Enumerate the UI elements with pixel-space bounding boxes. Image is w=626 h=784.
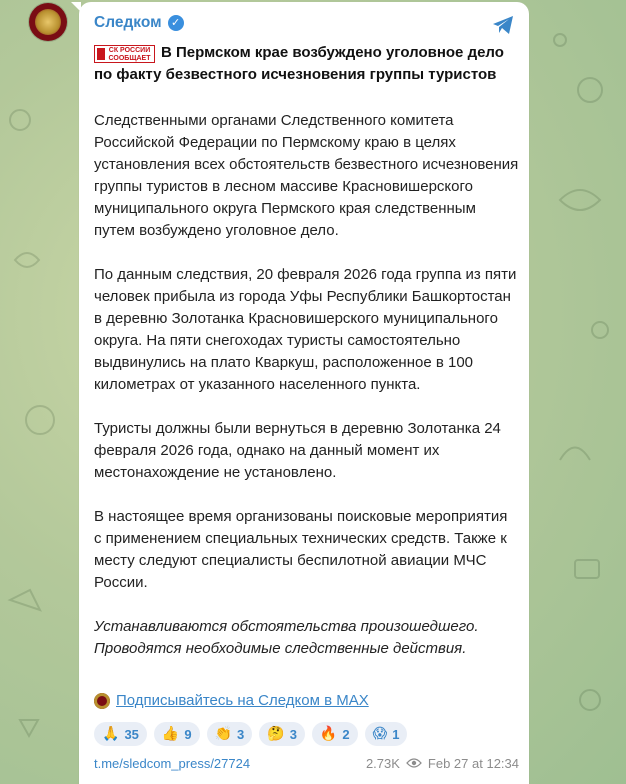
reaction-count: 35 [124, 726, 139, 742]
verified-check-icon: ✓ [168, 15, 184, 31]
clap-icon: 👏 [214, 726, 233, 742]
share-icon[interactable] [491, 14, 515, 36]
view-count: 2.73K [365, 755, 400, 771]
post-body [94, 110, 519, 682]
fire-icon: 🔥 [319, 726, 338, 742]
reaction-count: 2 [342, 726, 350, 742]
italic-paragraph: Устанавливаются обстоятельства произошедшего. Проводятся необходимые следственные действия. [94, 618, 479, 657]
subscribe-row [94, 692, 369, 709]
post-footer [94, 753, 519, 773]
post-link[interactable]: t.me/sledcom_press/27724 [94, 755, 251, 771]
reactions-bar [94, 722, 407, 746]
thinking-face-icon: 🤔 [267, 726, 285, 742]
scream-face-icon: 😱 [372, 726, 388, 742]
paragraph: Туристы должны были вернуться в деревню Золотанка 24 февраля 2026 года, однако на данный момент их местонахождение не установлено. [94, 420, 501, 481]
reaction-count: 9 [184, 726, 192, 742]
paragraph: По данным следствия, 20 февраля 2026 года группа из пяти человек прибыла из города Уфы Республики Башкортостан в деревню Золотанка Красновишерского муниципального округа. На пяти снегоходах туристы самостоятельно выдвинулись на плато Кваркуш, расположенное в 100 километрах от указанного населенного пункта. [94, 266, 517, 393]
paragraph: Следственными органами Следственного комитета Российской Федерации по Пермскому краю в целях установления всех обстоятельств безвестного исчезновения группы туристов в лесном массиве Красновишерского муниципального округа Пермского края следственным путем возбуждено уголовное дело. [94, 112, 519, 239]
reaction-clap[interactable] [207, 722, 253, 746]
eye-icon [406, 758, 422, 768]
reaction-thinking[interactable] [259, 722, 305, 746]
pray-icon: 🙏 [102, 726, 120, 742]
emblem-icon [35, 9, 61, 35]
timestamp: Feb 27 at 12:34 [427, 755, 519, 771]
channel-name[interactable]: Следком [94, 14, 162, 31]
paragraph: В настоящее время организованы поисковые мероприятия с применением специальных технических средств. Также к месту следуют специалисты беспилотной авиации МЧС России. [94, 508, 508, 591]
post-title: В Пермском крае возбуждено уголовное дело по факту безвестного исчезновения группы туристов [94, 44, 504, 83]
channel-avatar[interactable] [29, 3, 67, 41]
emblem-icon [94, 693, 110, 709]
message-bubble [79, 2, 529, 784]
post-title-block [94, 42, 519, 86]
reaction-count: 3 [237, 726, 245, 742]
channel-header [94, 14, 184, 32]
thumbs-up-icon: 👍 [161, 726, 180, 742]
reaction-pray[interactable] [94, 722, 147, 746]
post-meta [366, 756, 519, 771]
reaction-fire[interactable] [312, 722, 358, 746]
reaction-count: 3 [289, 726, 297, 742]
subscribe-link[interactable]: Подписывайтесь на Следком в MAX [116, 692, 369, 709]
sk-logo: СК РОССИИ СООБЩАЕТ [94, 45, 155, 63]
reaction-count: 1 [392, 726, 400, 742]
reaction-thumbs-up[interactable] [154, 722, 200, 746]
reaction-scream[interactable] [365, 722, 408, 746]
